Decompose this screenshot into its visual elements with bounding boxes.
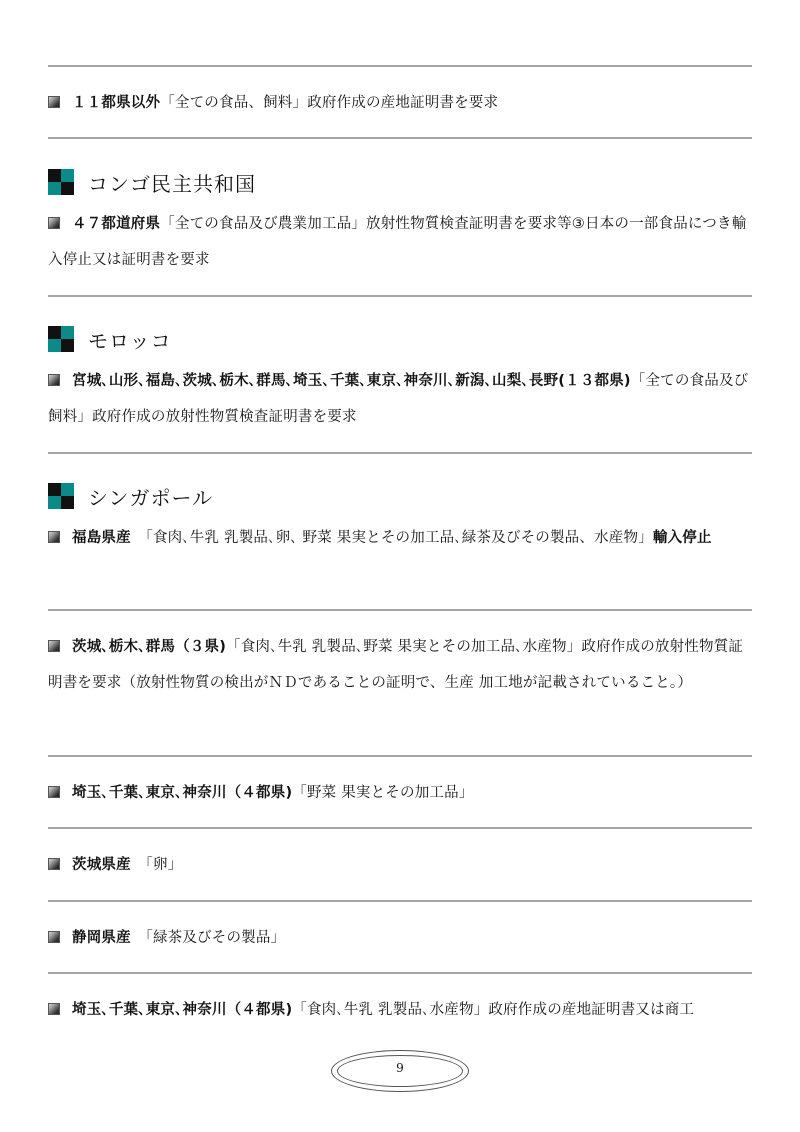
divider (48, 137, 752, 139)
gradient-square-bullet-icon (48, 96, 60, 108)
item-bold: １１都県以外 (72, 95, 161, 111)
gradient-square-bullet-icon (48, 858, 60, 870)
list-item (48, 363, 752, 435)
divider (48, 452, 752, 454)
item-text: 「野菜 果実とその加工品」 (292, 785, 474, 801)
item-bold-end: 輸入停止 (652, 530, 712, 546)
divider (48, 900, 752, 902)
divider (48, 609, 752, 611)
gradient-square-bullet-icon (48, 217, 60, 229)
item-bold: 宮城､山形､福島､茨城､栃木､群馬､埼玉､千葉､東京､神奈川､新潟､山梨､長野(１３都県) (72, 373, 631, 389)
item-text: 「全ての食品、飼料」政府作成の産地証明書を要求 (160, 95, 499, 111)
item-bold: ４７都道府県 (72, 216, 161, 232)
section-heading (48, 325, 172, 353)
divider (48, 972, 752, 974)
list-item (48, 920, 752, 956)
item-text: 「全ての食品及び農業加工品」放射性物質検査証明書を要求等③日本の一部食品につき輸入停止又は証明書を要求 (48, 216, 747, 268)
gradient-square-bullet-icon (48, 931, 60, 943)
list-item (48, 85, 752, 121)
item-text: 「全ての食品及び飼料」政府作成の放射性物質検査証明書を要求 (48, 373, 749, 425)
section-title: シンガポール (88, 485, 214, 510)
gradient-square-bullet-icon (48, 531, 60, 543)
item-bold: 埼玉､千葉､東京､神奈川（４都県) (72, 785, 293, 801)
page-number-badge (331, 1050, 469, 1092)
list-item (48, 206, 752, 278)
list-item (48, 629, 752, 701)
item-text: 「食肉､牛乳 乳製品､卵､ 野菜 果実とその加工品､緑茶及びその製品、水産物」 (130, 530, 653, 546)
page-number: 9 (396, 1061, 404, 1075)
item-text: 「緑茶及びその製品」 (130, 930, 286, 946)
gradient-square-bullet-icon (48, 1003, 60, 1015)
item-bold: 静岡県産 (72, 930, 131, 946)
divider (48, 65, 752, 67)
item-text: 「食肉､牛乳 乳製品､野菜 果実とその加工品､水産物」政府作成の放射性物質証明書を要求（放射性物質の検出がＮＤであることの証明で、生産 加工地が記載されていること。） (48, 639, 744, 691)
section-heading (48, 482, 213, 510)
teal-black-square-icon (48, 169, 74, 195)
teal-black-square-icon (48, 483, 74, 509)
list-item (48, 992, 752, 1028)
gradient-square-bullet-icon (48, 640, 60, 652)
section-title: モロッコ (88, 328, 172, 353)
item-bold: 茨城､栃木､群馬（３県) (72, 639, 227, 655)
list-item (48, 775, 752, 811)
item-text: 「食肉､牛乳 乳製品､水産物」政府作成の産地証明書又は商工 (292, 1002, 695, 1018)
gradient-square-bullet-icon (48, 786, 60, 798)
item-bold: 福島県産 (72, 530, 131, 546)
list-item (48, 520, 752, 556)
teal-black-square-icon (48, 326, 74, 352)
item-bold: 埼玉､千葉､東京､神奈川（４都県) (72, 1002, 293, 1018)
item-text: 「卵」 (130, 857, 183, 873)
list-item (48, 847, 752, 883)
divider (48, 295, 752, 297)
divider (48, 755, 752, 757)
section-heading (48, 168, 256, 196)
gradient-square-bullet-icon (48, 374, 60, 386)
item-bold: 茨城県産 (72, 857, 131, 873)
section-title: コンゴ民主共和国 (88, 171, 256, 196)
divider (48, 827, 752, 829)
